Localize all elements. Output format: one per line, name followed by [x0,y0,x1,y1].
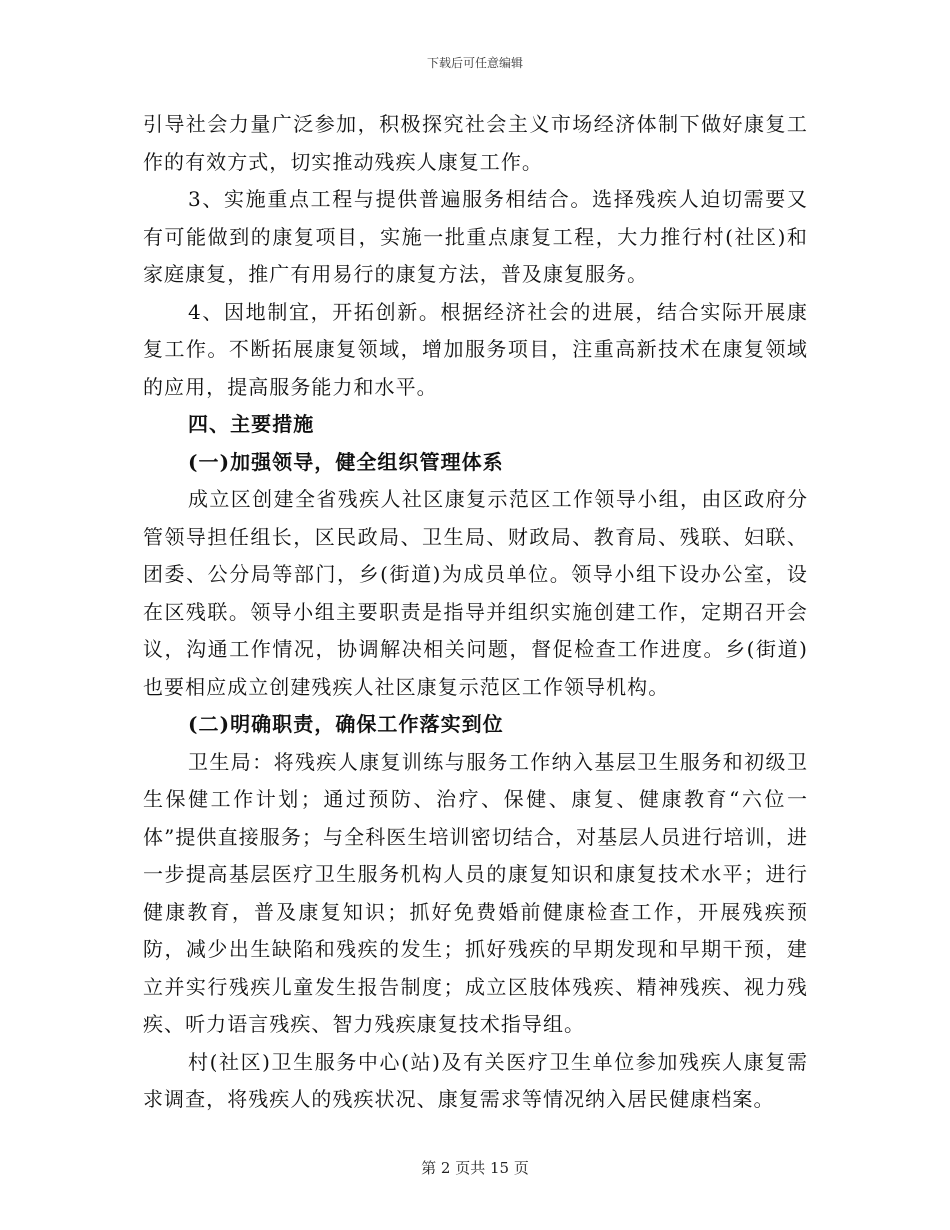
subsection-heading-2: (二)明确职责，确保工作落实到位 [188,712,504,736]
paragraph-item-3: 3、实施重点工程与提供普遍服务相结合。选择残疾人迫切需要又有可能做到的康复项目，实施一批重点康复工程，大力推行村(社区)和家庭康复，推广有用易行的康复方法，普及康复服务。 [143,187,808,286]
paragraph-health-bureau: 卫生局：将残疾人康复训练与服务工作纳入基层卫生服务和初级卫生保健工作计划；通过预防、治疗、保健、康复、健康教育“六位一体”提供直接服务；与全科医生培训密切结合，对基层人员进行培训，进一步提高基层医疗卫生服务机构人员的康复知识和康复技术水平；进行健康教育，普及康复知识；抓好免费婚前健康检查工作，开展残疾预防，减少出生缺陷和残疾的发生；抓好残疾的早期发现和早期干预，建立并实行残疾儿童发生报告制度；成立区肢体残疾、精神残疾、视力残疾、听力语言残疾、智力残疾康复技术指导组。 [143,749,808,1036]
document-body [143,106,808,1119]
page-footer: 第 2 页共 15 页 [421,1159,529,1177]
paragraph-leadership: 成立区创建全省残疾人社区康复示范区工作领导小组，由区政府分管领导担任组长，区民政局、卫生局、财政局、教育局、残联、妇联、团委、公分局等部门，乡(街道)为成员单位。领导小组下设办公室，设在区残联。领导小组主要职责是指导并组织实施创建工作，定期召开会议，沟通工作情况，协调解决相关问题，督促检查工作进度。乡(街道)也要相应成立创建残疾人社区康复示范区工作领导机构。 [143,487,808,699]
subsection-heading-1: (一)加强领导，健全组织管理体系 [188,449,504,474]
page-header: 下载后可任意编辑 [426,56,523,70]
paragraph-item-4: 4、因地制宜，开拓创新。根据经济社会的进展，结合实际开展康复工作。不断拓展康复领域，增加服务项目，注重高新技术在康复领域的应用，提高服务能力和水平。 [143,299,808,399]
paragraph-continuation: 引导社会力量广泛参加，积极探究社会主义市场经济体制下做好康复工作的有效方式，切实推动残疾人康复工作。 [143,112,808,174]
paragraph-village-health: 村(社区)卫生服务中心(站)及有关医疗卫生单位参加残疾人康复需求调查，将残疾人的残疾状况、康复需求等情况纳入居民健康档案。 [143,1049,808,1111]
section-heading-measures: 四、主要措施 [188,412,315,436]
